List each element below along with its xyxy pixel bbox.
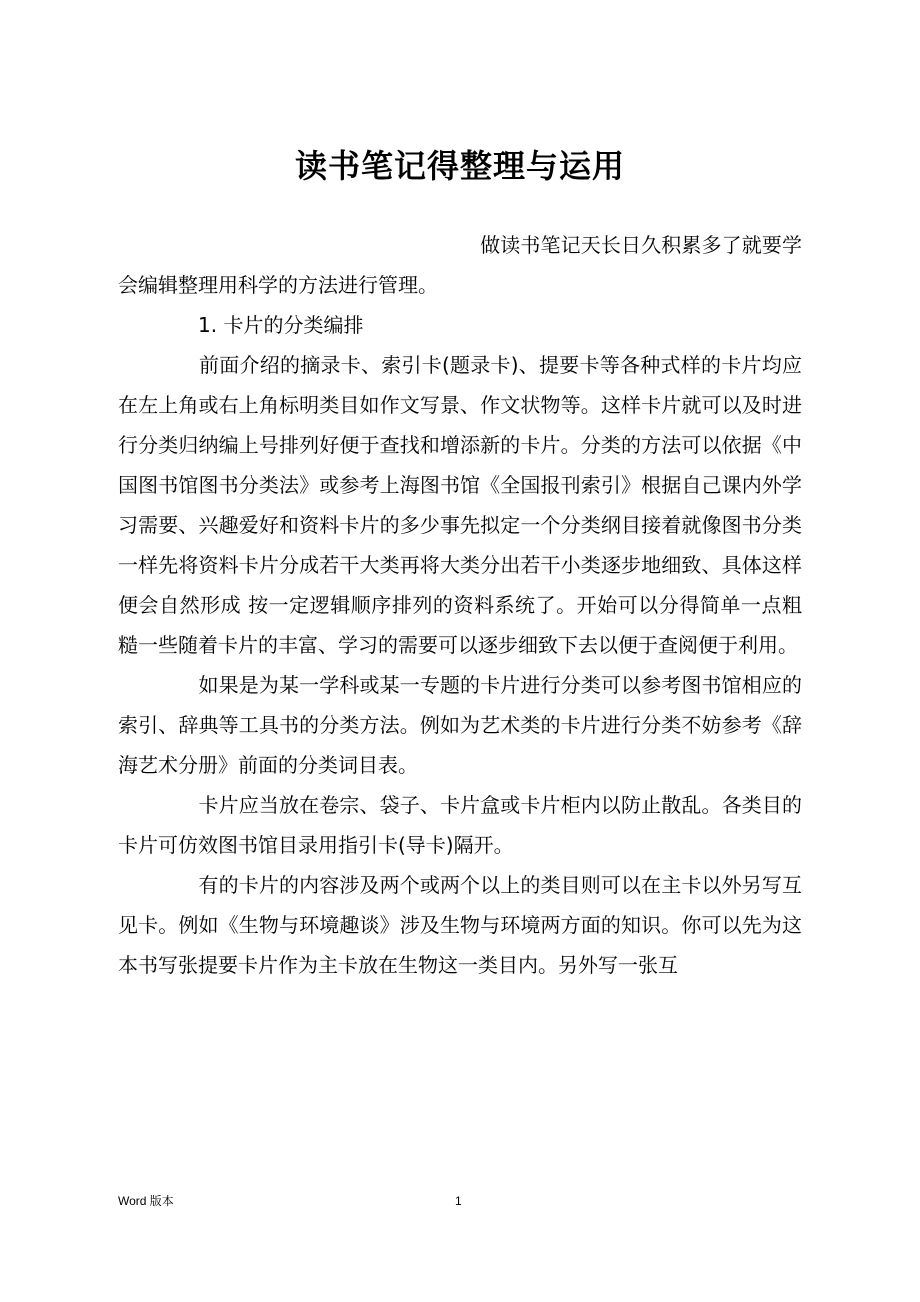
footer-version-label: Word 版本 <box>118 1194 174 1208</box>
paragraph-card-storage: 卡片应当放在卷宗、袋子、卡片盒或卡片柜内以防止散乱。各类目的卡片可仿效图书馆目录用指引卡(导卡)隔开。 <box>118 793 802 857</box>
document-body <box>118 225 802 985</box>
document-title: 读书笔记得整理与运用 <box>294 147 625 185</box>
page-number: 1 <box>455 1194 462 1208</box>
paragraph-intro: 做读书笔记天长日久积累多了就要学会编辑整理用科学的方法进行管理。 <box>118 233 802 297</box>
paragraph-subject-classification: 如果是为某一学科或某一专题的卡片进行分类可以参考图书馆相应的索引、辞典等工具书的分类方法。例如为艺术类的卡片进行分类不妨参考《辞海艺术分册》前面的分类词目表。 <box>118 673 802 777</box>
paragraph-card-classification: 前面介绍的摘录卡、索引卡(题录卡)、提要卡等各种式样的卡片均应在左上角或右上角标明类目如作文写景、作文状物等。这样卡片就可以及时进行分类归纳编上号排列好便于查找和增添新的卡片。分类的方法可以依据《中国图书馆图书分类法》或参考上海图书馆《全国报刊索引》根据自己课内外学习需要、兴趣爱好和资料卡片的多少事先拟定一个分类纲目接着就像图书分类一样先将资料卡片分成若干大类再将大类分出若干小类逐步地细致、具体这样便会自然形成 按一定逻辑顺序排列的资料系统了。开始可以分得简单一点粗糙一些随着卡片的丰富、学习的需要可以逐步细致下去以便于查阅便于利用。 <box>118 353 802 657</box>
section-heading: 1. 卡片的分类编排 <box>118 313 364 337</box>
paragraph-cross-reference: 有的卡片的内容涉及两个或两个以上的类目则可以在主卡以外另写互见卡。例如《生物与环境趣谈》涉及生物与环境两方面的知识。你可以先为这本书写张提要卡片作为主卡放在生物这一类目内。另外写一张互 <box>118 873 802 977</box>
